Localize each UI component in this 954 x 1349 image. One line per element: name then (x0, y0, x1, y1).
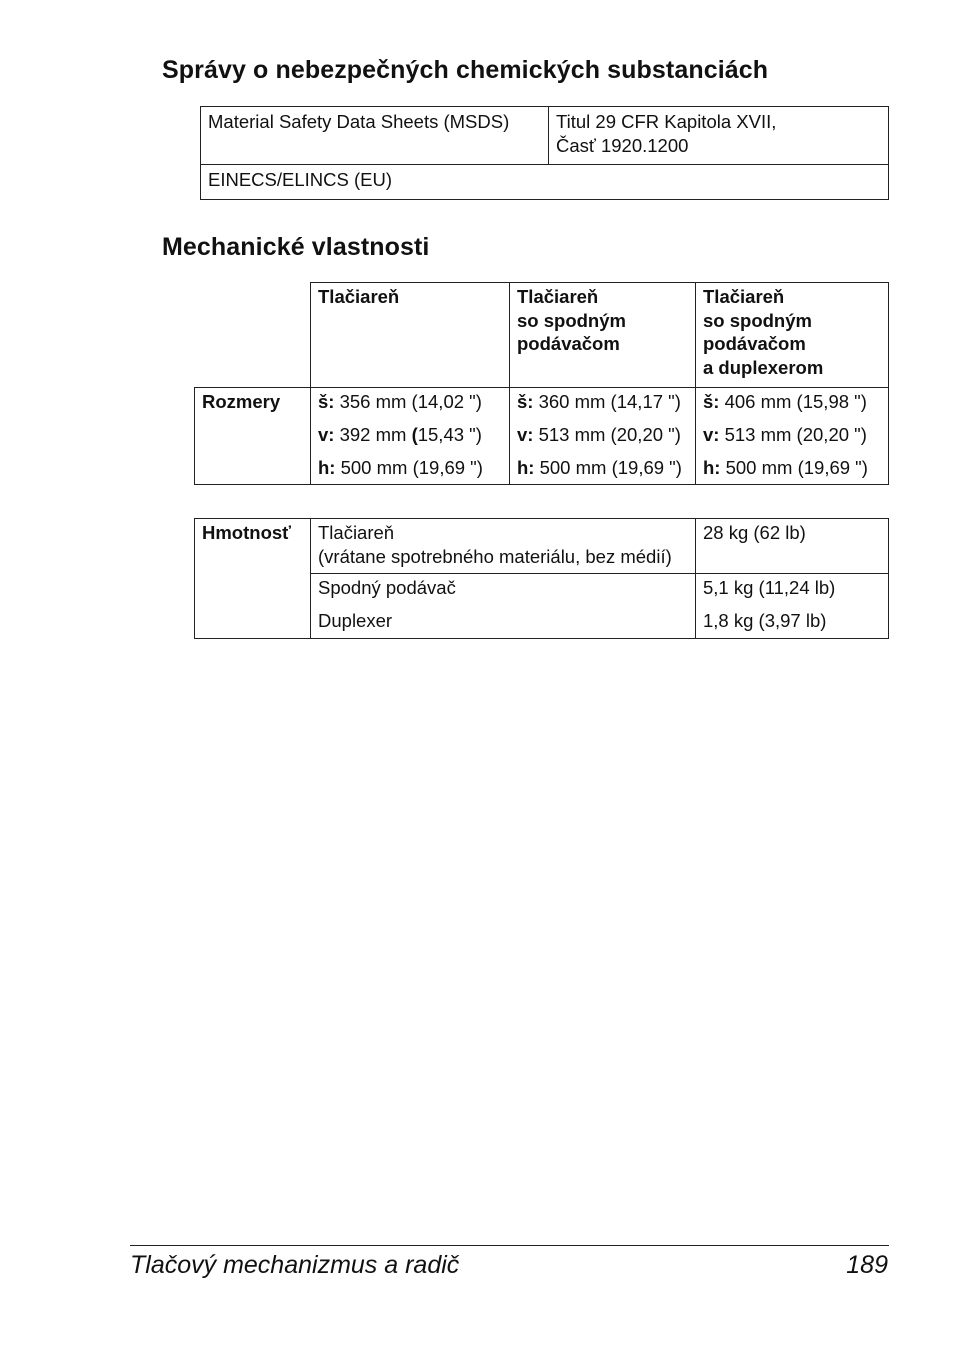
dimensions-table (194, 282, 889, 485)
empty-corner-cell (195, 283, 311, 388)
feeder-value: 5,1 kg (11,24 lb) (703, 577, 836, 598)
header-line: a duplexerom (703, 356, 824, 378)
height-value: v: 513 mm (20,20 ") (703, 424, 867, 445)
msds-heading: Správy o nebezpečných chemických substanciách (162, 56, 769, 84)
footer-divider (130, 1245, 889, 1246)
header-printer-feeder-duplexer (696, 283, 889, 388)
weight-table (194, 518, 889, 639)
mechanical-heading: Mechanické vlastnosti (162, 233, 430, 261)
header-line: so spodným (703, 309, 812, 331)
weight-printer-line: Tlačiareň (318, 522, 395, 543)
header-printer (311, 283, 510, 388)
height-value: v: 513 mm (20,20 ") (517, 424, 681, 445)
dimensions-printer-feeder (510, 388, 696, 485)
depth-value: h: 500 mm (19,69 ") (517, 457, 682, 478)
depth-value: h: 500 mm (19,69 ") (703, 457, 868, 478)
table-row (195, 519, 889, 574)
msds-value-line: Časť 1920.1200 (556, 134, 689, 156)
weight-accessories-values (696, 574, 889, 639)
width-value: š: 406 mm (15,98 ") (703, 391, 867, 412)
header-line: podávačom (517, 333, 620, 354)
width-value: š: 356 mm (14,02 ") (318, 391, 482, 412)
weight-printer-label (311, 519, 696, 574)
table-row (195, 388, 889, 485)
table-header-row (195, 283, 889, 388)
height-value: v: 392 mm (15,43 ") (318, 424, 482, 445)
table-row (201, 107, 889, 165)
page-number: 189 (846, 1251, 888, 1279)
table-row (201, 165, 889, 200)
einecs-label: EINECS/ELINCS (EU) (201, 165, 889, 200)
row-label-weight: Hmotnosť (195, 519, 311, 639)
dimensions-printer (311, 388, 510, 485)
msds-value (549, 107, 889, 165)
footer-title: Tlačový mechanizmus a radič (130, 1251, 460, 1279)
duplexer-value: 1,8 kg (3,97 lb) (703, 610, 827, 631)
header-line: Tlačiareň (318, 286, 400, 307)
header-printer-feeder (510, 283, 696, 388)
duplexer-label: Duplexer (318, 610, 393, 631)
msds-table (200, 106, 889, 200)
weight-accessories-labels (311, 574, 696, 639)
dimensions-printer-feeder-duplexer (696, 388, 889, 485)
header-line: podávačom (703, 333, 806, 354)
msds-value-line: Titul 29 CFR Kapitola XVII, (556, 111, 777, 132)
header-line: Tlačiareň (703, 286, 785, 307)
msds-label: Material Safety Data Sheets (MSDS) (201, 107, 549, 165)
weight-printer-line: (vrátane spotrebného materiálu, bez médií) (318, 545, 672, 567)
width-value: š: 360 mm (14,17 ") (517, 391, 681, 412)
header-line: Tlačiareň (517, 286, 599, 307)
weight-printer-value: 28 kg (62 lb) (696, 519, 889, 574)
feeder-label: Spodný podávač (318, 577, 456, 598)
header-line: so spodným (517, 309, 626, 331)
row-label-dimensions: Rozmery (195, 388, 311, 485)
depth-value: h: 500 mm (19,69 ") (318, 457, 483, 478)
